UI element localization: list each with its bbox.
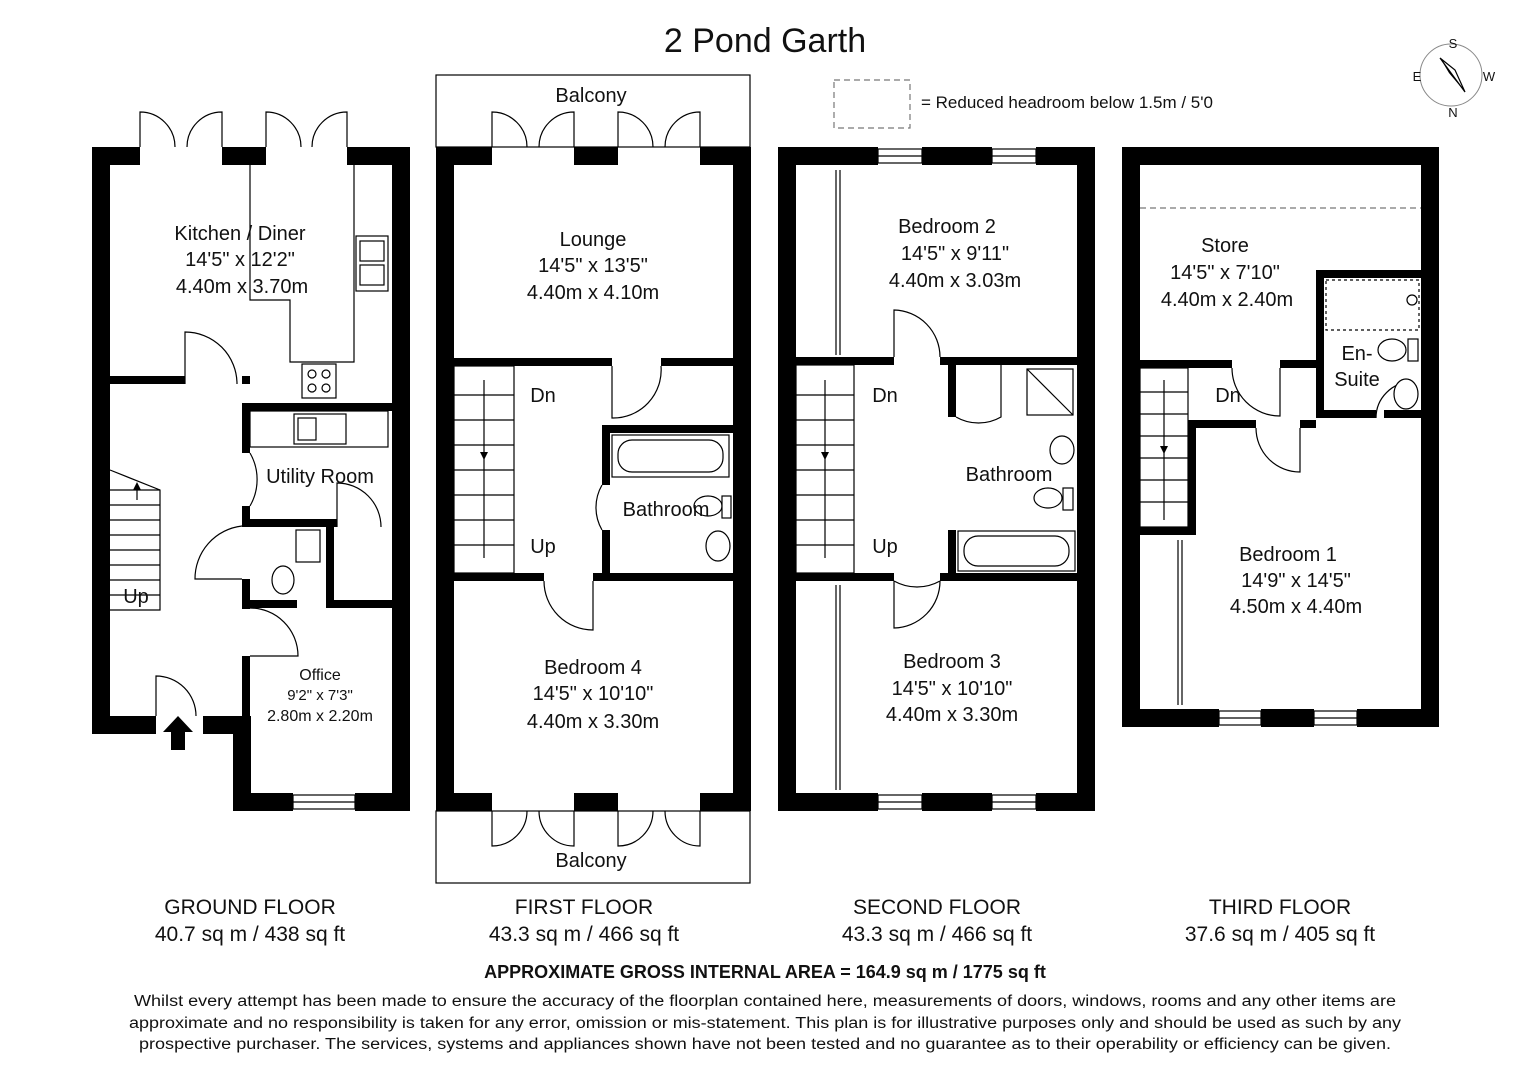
bedroom1-metric: 4.50m x 4.40m bbox=[1229, 596, 1363, 618]
bedroom3-imperial: 14'5" x 10'10" bbox=[891, 678, 1013, 700]
compass-s: S bbox=[1448, 36, 1458, 51]
lounge-metric: 4.40m x 4.10m bbox=[526, 282, 660, 304]
bedroom3-metric: 4.40m x 3.30m bbox=[885, 704, 1019, 726]
bedroom4-metric: 4.40m x 3.30m bbox=[526, 711, 660, 733]
entrance-arrow-icon bbox=[163, 716, 193, 750]
ensuite-name-line2: Suite bbox=[1334, 369, 1380, 391]
disclaimer-line-3: prospective purchaser. The services, systems and appliances shown have not been tested and no guarantee as to their operability or efficiency can be given. bbox=[139, 1036, 1391, 1053]
headroom-legend bbox=[834, 80, 1213, 128]
bedroom4-name: Bedroom 4 bbox=[544, 657, 642, 679]
lounge-imperial: 14'5" x 13'5" bbox=[538, 255, 648, 277]
third-floor-area: 37.6 sq m / 405 sq ft bbox=[1184, 923, 1376, 946]
balcony-top-label: Balcony bbox=[555, 85, 627, 107]
bedroom2-metric: 4.40m x 3.03m bbox=[888, 270, 1022, 292]
kitchen-name: Kitchen / Diner bbox=[174, 223, 306, 245]
first-floor-plan bbox=[436, 75, 751, 883]
second-bathroom-name: Bathroom bbox=[965, 464, 1053, 486]
first-bathroom-name: Bathroom bbox=[622, 499, 710, 521]
compass-e: E bbox=[1412, 69, 1422, 84]
lounge-name: Lounge bbox=[559, 229, 627, 251]
kitchen-metric: 4.40m x 3.70m bbox=[175, 276, 309, 298]
first-up-label: Up bbox=[530, 536, 556, 558]
second-floor-name: SECOND FLOOR bbox=[852, 896, 1022, 919]
bedroom4-imperial: 14'5" x 10'10" bbox=[532, 683, 654, 705]
first-dn-label: Dn bbox=[530, 385, 556, 407]
store-imperial: 14'5" x 7'10" bbox=[1170, 262, 1280, 284]
store-name: Store bbox=[1201, 235, 1249, 257]
first-floor-name: FIRST FLOOR bbox=[514, 896, 654, 919]
compass-n: N bbox=[1448, 105, 1458, 120]
second-floor-area: 43.3 sq m / 466 sq ft bbox=[841, 923, 1033, 946]
disclaimer bbox=[129, 993, 1401, 1053]
disclaimer-line-1: Whilst every attempt has been made to ensure the accuracy of the floorplan contained here, measurements of doors, windows, rooms and any other items are bbox=[134, 993, 1396, 1010]
headroom-legend-swatch bbox=[834, 80, 910, 128]
ensuite-name-line1: En- bbox=[1341, 343, 1373, 365]
bedroom1-imperial: 14'9" x 14'5" bbox=[1241, 570, 1351, 592]
bedroom2-name: Bedroom 2 bbox=[898, 216, 996, 238]
third-floor-name: THIRD FLOOR bbox=[1208, 896, 1352, 919]
compass-icon bbox=[1413, 36, 1496, 120]
bedroom2-imperial: 14'5" x 9'11" bbox=[900, 243, 1010, 265]
first-floor-area: 43.3 sq m / 466 sq ft bbox=[488, 923, 680, 946]
office-imperial: 9'2" x 7'3" bbox=[287, 687, 353, 704]
ground-up-label: Up bbox=[123, 586, 149, 608]
ground-floor-name: GROUND FLOOR bbox=[164, 896, 336, 919]
office-metric: 2.80m x 2.20m bbox=[267, 708, 373, 725]
ground-floor-area: 40.7 sq m / 438 sq ft bbox=[154, 923, 346, 946]
utility-name: Utility Room bbox=[266, 466, 374, 488]
plan-title: 2 Pond Garth bbox=[663, 22, 867, 60]
second-dn-label: Dn bbox=[872, 385, 898, 407]
balcony-bottom-label: Balcony bbox=[555, 850, 627, 872]
second-up-label: Up bbox=[872, 536, 898, 558]
headroom-legend-text: = Reduced headroom below 1.5m / 5'0 bbox=[921, 93, 1213, 112]
kitchen-imperial: 14'5" x 12'2" bbox=[185, 249, 295, 271]
floor-captions bbox=[155, 896, 1375, 946]
third-floor-plan bbox=[1122, 147, 1439, 727]
ground-floor-plan bbox=[92, 112, 410, 811]
bedroom3-name: Bedroom 3 bbox=[903, 651, 1001, 673]
bedroom1-name: Bedroom 1 bbox=[1239, 544, 1337, 566]
disclaimer-line-2: approximate and no responsibility is taken for any error, omission or mis-statement. This plan is for illustrative purposes only and should be used as such by any bbox=[129, 1015, 1402, 1032]
office-name: Office bbox=[299, 667, 341, 684]
store-metric: 4.40m x 2.40m bbox=[1160, 289, 1294, 311]
third-dn-label: Dn bbox=[1215, 385, 1241, 407]
compass-w: W bbox=[1482, 69, 1496, 84]
gross-internal-area: APPROXIMATE GROSS INTERNAL AREA = 164.9 sq m / 1775 sq ft bbox=[484, 962, 1046, 982]
